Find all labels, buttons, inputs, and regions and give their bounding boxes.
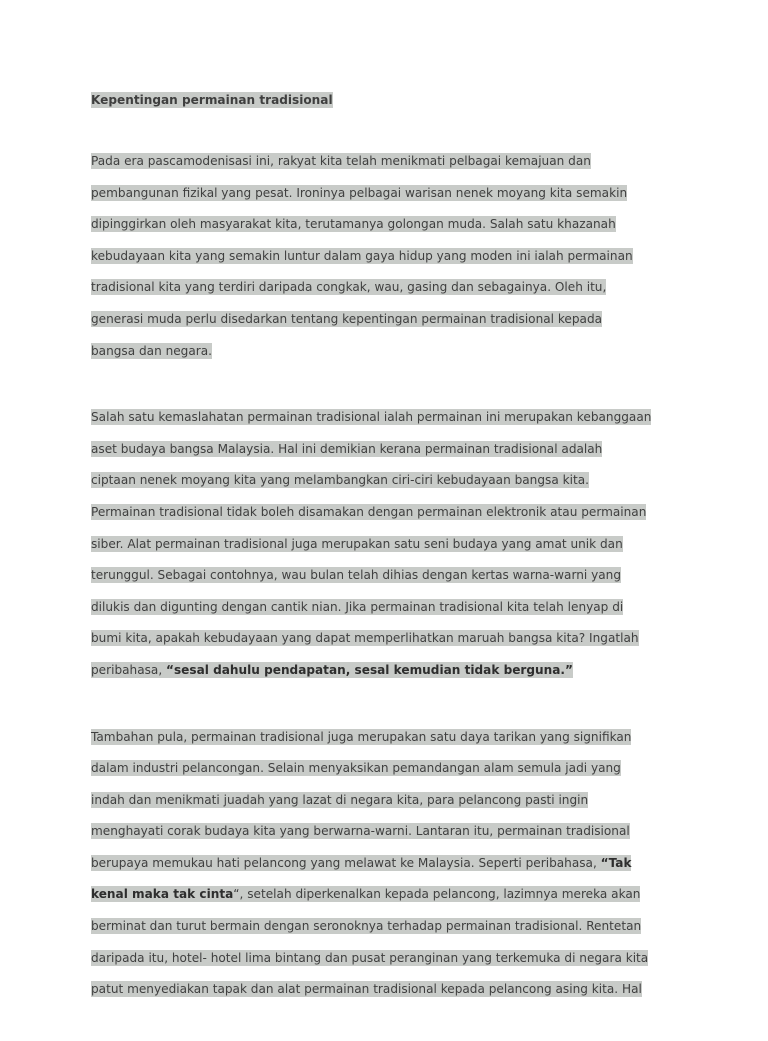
text-line — [91, 943, 691, 975]
text-line — [91, 465, 691, 497]
text-run: bumi kita, apakah kebudayaan yang dapat memperlihatkan maruah bangsa kita? Ingatlah — [91, 631, 639, 646]
text-run: bangsa dan negara. — [91, 343, 213, 358]
text-line — [91, 623, 691, 655]
text-line — [91, 146, 691, 178]
text-run: pembangunan fizikal yang pesat. Ironinya pelbagai warisan nenek moyang kita semakin — [91, 185, 628, 200]
text-run: kebudayaan kita yang semakin luntur dalam gaya hidup yang moden ini ialah permainan — [91, 248, 633, 263]
bold-text: kenal maka tak cinta — [91, 887, 234, 902]
text-run: Pada era pascamodenisasi ini, rakyat kita telah menikmati pelbagai kemajuan dan — [91, 154, 591, 168]
text-line — [91, 178, 691, 210]
bold-text: “sesal dahulu pendapatan, sesal kemudian tidak berguna.” — [166, 662, 573, 677]
text-run: Salah satu kemaslahatan permainan tradisional ialah permainan ini merupakan kebanggaan — [91, 410, 652, 425]
text-run: peribahasa, — [91, 662, 167, 677]
text-line — [91, 722, 691, 754]
text-line — [91, 336, 691, 368]
text-line — [91, 848, 691, 880]
text-run: berupaya memukau hati pelancong yang melawat ke Malaysia. Seperti peribahasa, — [91, 855, 601, 870]
paragraph — [91, 722, 691, 1006]
text-line — [91, 304, 691, 336]
text-run: aset budaya bangsa Malaysia. Hal ini demikian kerana permainan tradisional adalah — [91, 441, 603, 456]
document-body — [91, 146, 691, 1006]
document-page — [91, 88, 691, 1041]
bold-text: “Tak — [600, 855, 632, 870]
text-run: siber. Alat permainan tradisional juga merupakan satu seni budaya yang amat unik dan — [91, 536, 623, 551]
text-line — [91, 434, 691, 466]
text-line — [91, 497, 691, 529]
document-title-line — [91, 88, 691, 112]
paragraph — [91, 146, 691, 367]
text-run: daripada itu, hotel- hotel lima bintang dan pusat peranginan yang terkemuka di negara kita — [91, 950, 649, 965]
text-line — [91, 879, 691, 911]
paragraph — [91, 402, 691, 686]
text-run: indah dan menikmati juadah yang lazat di negara kita, para pelancong pasti ingin — [91, 792, 589, 807]
text-line — [91, 272, 691, 304]
text-run: terunggul. Sebagai contohnya, wau bulan telah dihias dengan kertas warna-warni yang — [91, 568, 622, 583]
text-line — [91, 529, 691, 561]
text-line — [91, 785, 691, 817]
text-run: berminat dan turut bermain dengan seronoknya terhadap permainan tradisional. Rentetan — [91, 919, 642, 934]
text-line — [91, 241, 691, 273]
text-run: tradisional kita yang terdiri daripada congkak, wau, gasing dan sebagainya. Oleh itu, — [91, 280, 607, 295]
text-run: menghayati corak budaya kita yang berwarna-warni. Lantaran itu, permainan tradisional — [91, 824, 630, 839]
text-line — [91, 402, 691, 434]
text-run: dalam industri pelancongan. Selain menyaksikan pemandangan alam semula jadi yang — [91, 761, 621, 776]
text-run: dipinggirkan oleh masyarakat kita, terutamanya golongan muda. Salah satu khazanah — [91, 217, 616, 232]
text-line — [91, 560, 691, 592]
text-line — [91, 816, 691, 848]
document-title: Kepentingan permainan tradisional — [91, 93, 333, 107]
text-run: “, setelah diperkenalkan kepada pelancong, lazimnya mereka akan — [233, 887, 641, 902]
text-line — [91, 753, 691, 785]
text-run: dilukis dan digunting dengan cantik nian. Jika permainan tradisional kita telah lenyap di — [91, 599, 624, 614]
text-line — [91, 655, 691, 687]
text-run: ciptaan nenek moyang kita yang melambangkan ciri-ciri kebudayaan bangsa kita. — [91, 473, 589, 488]
text-line — [91, 209, 691, 241]
text-line — [91, 974, 691, 1006]
text-run: Permainan tradisional tidak boleh disamakan dengan permainan elektronik atau permainan — [91, 504, 647, 519]
text-run: Tambahan pula, permainan tradisional juga merupakan satu daya tarikan yang signifikan — [91, 729, 632, 744]
text-line — [91, 911, 691, 943]
text-run: generasi muda perlu disedarkan tentang kepentingan permainan tradisional kepada — [91, 311, 603, 326]
text-run: patut menyediakan tapak dan alat permainan tradisional kepada pelancong asing kita. Hal — [91, 982, 642, 997]
text-line — [91, 592, 691, 624]
